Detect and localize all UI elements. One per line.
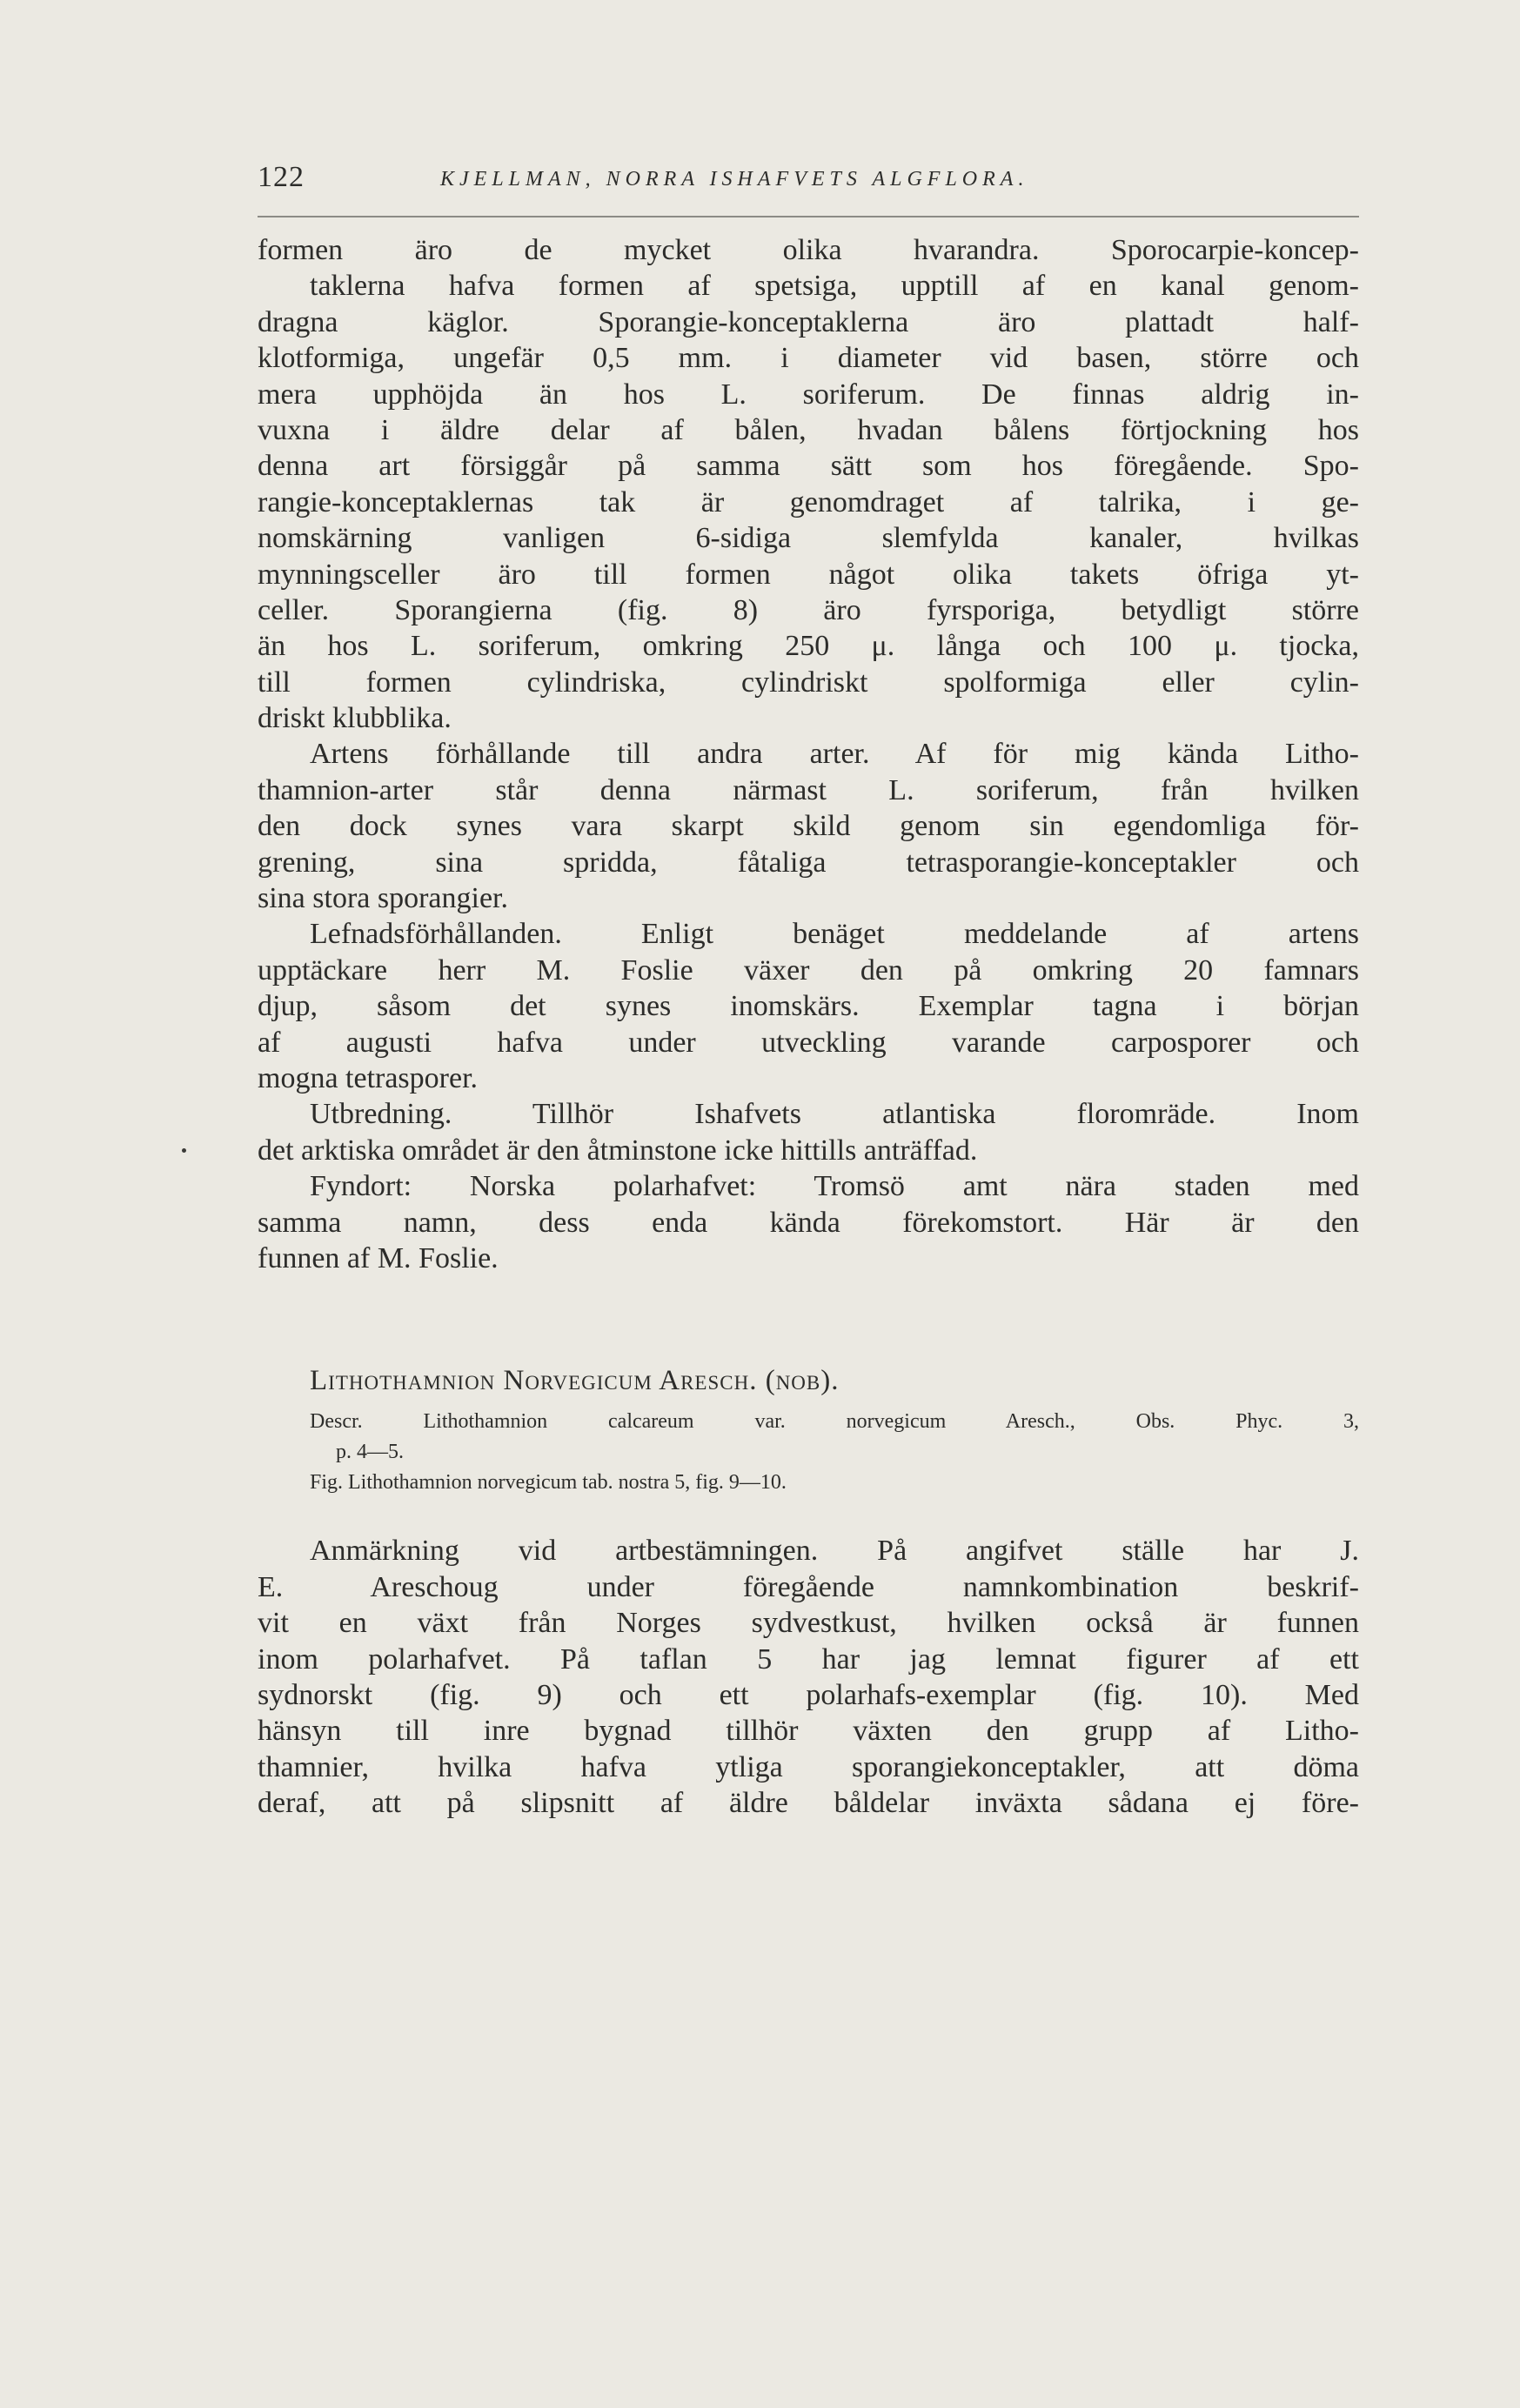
text-line: Lefnadsförhållanden. Enligt benäget meddelande af artens — [310, 918, 1359, 951]
text-line: vit en växt från Norges sydvestkust, hvilken också är funnen — [258, 1607, 1359, 1640]
text-line: Anmärkning vid artbestämningen. På angifvet ställe har J. — [310, 1535, 1359, 1568]
text-line: klotformiga, ungefär 0,5 mm. i diameter vid basen, större och — [258, 342, 1359, 375]
text-line: rangie-konceptaklernas tak är genomdraget af talrika, i ge- — [258, 485, 1359, 518]
text-line: E. Areschoug under föregående namnkombination beskrif- — [258, 1570, 1359, 1603]
running-head: KJELLMAN, NORRA ISHAFVETS ALGFLORA. — [440, 168, 1029, 191]
text-line: funnen af M. Foslie. — [258, 1241, 499, 1274]
header-rule — [258, 216, 1359, 217]
text-line: djup, såsom det synes inomskärs. Exemplar tagna i början — [258, 990, 1359, 1023]
text-line: vuxna i äldre delar af bålen, hvadan bålens förtjockning hos — [258, 413, 1359, 446]
text-line: inom polarhafvet. På taflan 5 har jag lemnat figurer af ett — [258, 1642, 1359, 1676]
margin-dot — [182, 1148, 186, 1153]
text-line: taklerna hafva formen af spetsiga, upptill af en kanal genom- — [310, 270, 1359, 303]
paragraph-habitat — [258, 916, 1359, 1096]
text-line: nomskärning vanligen 6-sidiga slemfylda kanaler, hvilkas — [258, 522, 1359, 555]
body-text — [258, 232, 1359, 1821]
text-line: sydnorskt (fig. 9) och ett polarhafs-exemplar (fig. 10). Med — [258, 1678, 1359, 1711]
text-line: dragna käglor. Sporangie-konceptaklerna äro plattadt half- — [258, 305, 1359, 338]
text-line: sina stora sporangier. — [258, 882, 508, 915]
text-line: Artens förhållande till andra arter. Af för mig kända Litho- — [310, 738, 1359, 771]
text-line: än hos L. soriferum, omkring 250 μ. långa och 100 μ. tjocka, — [258, 630, 1359, 663]
paragraph-remark — [258, 1533, 1359, 1821]
paragraph-locality — [258, 1168, 1359, 1276]
paragraph-relationships — [258, 736, 1359, 916]
text-line: till formen cylindriska, cylindriskt spolformiga eller cylin- — [258, 666, 1359, 699]
text-line: mogna tetrasporer. — [258, 1061, 479, 1094]
paragraph-description — [258, 232, 1359, 736]
text-line: deraf, att på slipsnitt af äldre båldelar inväxta sådana ej före- — [258, 1787, 1359, 1820]
text-line: hänsyn till inre bygnad tillhör växten den grupp af Litho- — [258, 1715, 1359, 1748]
paragraph-distribution — [258, 1096, 1359, 1168]
text-line: den dock synes vara skarpt skild genom sin egendomliga för- — [258, 810, 1359, 843]
citation-fig: Fig. Lithothamnion norvegicum tab. nostra 5, fig. 9—10. — [310, 1471, 787, 1495]
text-line: denna art försiggår på samma sätt som hos föregående. Spo- — [258, 450, 1359, 483]
citation-line: Descr. Lithothamnion calcareum var. norvegicum Aresch., Obs. Phyc. 3, — [310, 1410, 1359, 1434]
text-line: celler. Sporangierna (fig. 8) äro fyrsporiga, betydligt större — [258, 593, 1359, 626]
species-heading: Lithothamnion Norvegicum Aresch. (nob). — [310, 1365, 840, 1397]
citation-line: p. 4—5. — [336, 1441, 404, 1464]
text-line: samma namn, dess enda kända förekomstort. Här är den — [258, 1206, 1359, 1239]
citation-descr — [258, 1407, 1359, 1468]
text-line: mynningsceller äro till formen något olika takets öfriga yt- — [258, 558, 1359, 591]
text-line: af augusti hafva under utveckling varande carposporer och — [258, 1026, 1359, 1059]
section-gap — [258, 1276, 1359, 1361]
text-line: driskt klubblika. — [258, 702, 452, 735]
text-line: mera upphöjda än hos L. soriferum. De finnas aldrig in- — [258, 378, 1359, 411]
text-line: Fyndort: Norska polarhafvet: Tromsö amt nära staden med — [310, 1170, 1359, 1203]
text-line: Utbredning. Tillhör Ishafvets atlantiska floromräde. Inom — [310, 1098, 1359, 1131]
text-line: formen äro de mycket olika hvarandra. Sporocarpie-koncep- — [258, 234, 1359, 266]
citation-gap — [258, 1498, 1359, 1533]
text-line: thamnier, hvilka hafva ytliga sporangiekonceptakler, att döma — [258, 1750, 1359, 1783]
page-header — [258, 161, 1359, 204]
text-line: grening, sina spridda, fåtaliga tetrasporangie-konceptakler och — [258, 846, 1359, 879]
text-line: thamnion-arter står denna närmast L. soriferum, från hvilken — [258, 773, 1359, 806]
text-line: upptäckare herr M. Foslie växer den på omkring 20 famnars — [258, 953, 1359, 987]
text-line: det arktiska området är den åtminstone icke hittills anträffad. — [258, 1134, 978, 1167]
page-number: 122 — [258, 161, 305, 193]
